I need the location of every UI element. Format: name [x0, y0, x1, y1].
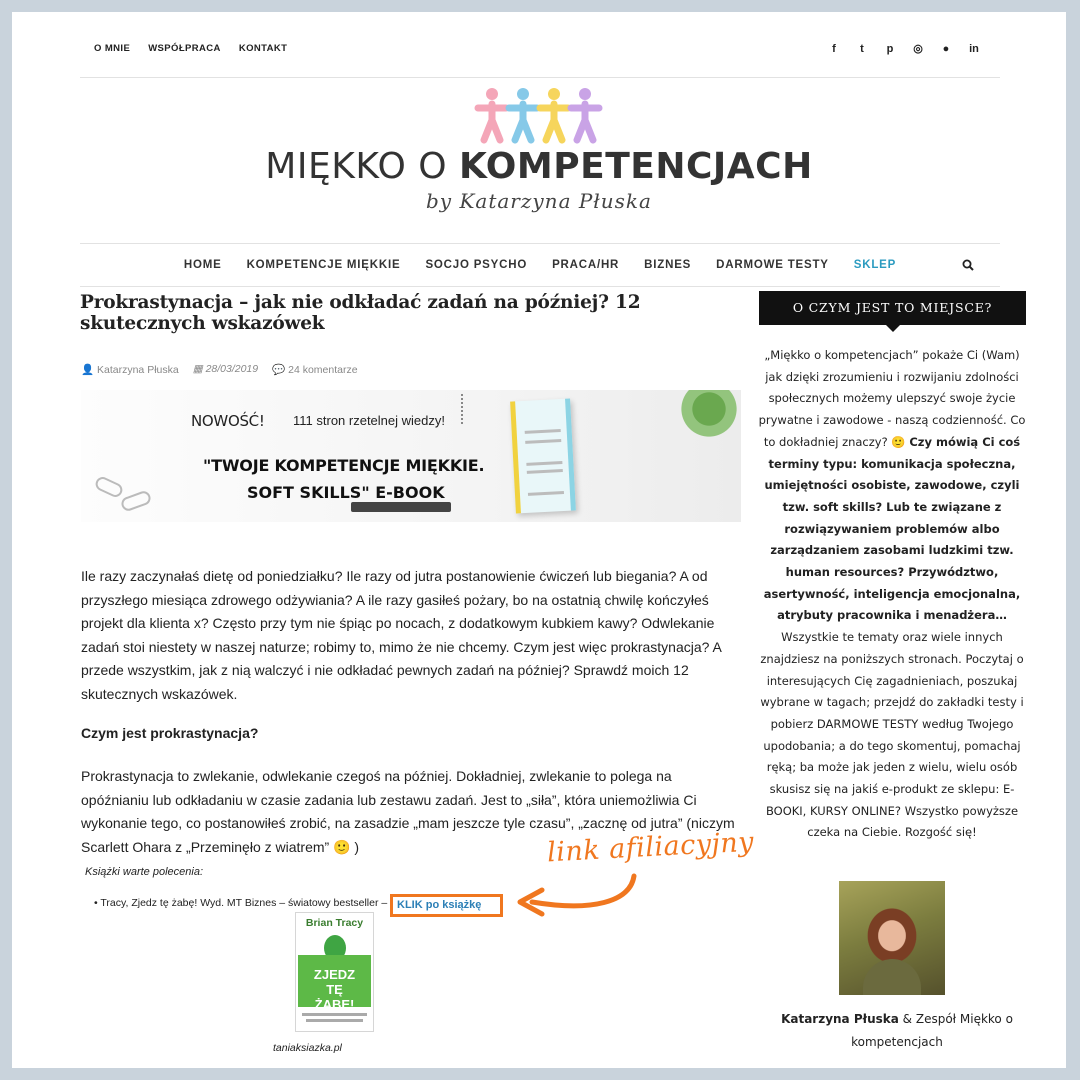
top-nav-cooperation[interactable]: WSPÓŁPRACA: [148, 43, 221, 54]
article-author[interactable]: [81, 363, 179, 376]
affiliate-link[interactable]: KLIK po książkę: [390, 894, 503, 917]
affiliate-annotation: link afiliacyjny: [546, 826, 755, 869]
facebook-icon[interactable]: f: [832, 42, 836, 55]
top-nav: [80, 43, 287, 54]
cover-author: Brian Tracy: [296, 917, 373, 929]
nav-shop[interactable]: SKLEP: [853, 259, 897, 271]
top-bar: [80, 32, 1000, 78]
article-paragraph: Prokrastynacja to zwlekanie, odwlekanie czegoś na później. Dokładniej, zwlekanie to polega na opóźnianiu lub odkładaniu w czasie zadania lub zestawu zadań. Jest to „siła”, która uniemożliwia Ci wykonanie tego, co postanowiłeś zrobić, na zasadzie „mam jeszcze tyle czasu”, „zacznę od jutra” (niczym Scarlett Ohara z „Przeminęło z wiatrem” 🙂 ): [81, 768, 735, 855]
article-intro: Ile razy zaczynałaś dietę od poniedziałku? Ile razy od jutra postanowienie ćwiczeń lub biegania? A od przyszłego miesiąca zdrowego odżywiania? A ile razy gasiłeś pożary, bo na ostatnią chwilę kończyłeś projekt dla klienta x? Często przy tym nie śpiąc po nocach, z dodatkowym kubkiem kawy? Odwlekanie zadań stoi niestety w naszej naturze; robimy to, mimo że nie chcemy. Czym jest więc prokrastynacja? A przede wszystkim, jak z nią walczyć i nie odkładać pewnych zadań na później? Sprawdź moich 12 skutecznych wskazówek.: [81, 568, 722, 702]
sidebar-text-intro: „Miękko o kompetencjach” pokaże Ci (Wam) jak dzięki zrozumieniu i rozwijaniu zdolności społecznych możemy ulepszyć swoje życie prywatne i zawodowe - naszą codzienność. Co to dokładniej znaczy? 🙂: [758, 348, 1026, 449]
plant-decoration: [681, 390, 741, 444]
sidebar-heading: O CZYM JEST TO MIEJSCE?: [759, 291, 1026, 325]
photo-shoulders: [863, 959, 921, 995]
sidebar-text-rest: Wszystkie te tematy oraz wiele innych znajdziesz na poniższych stronach. Poczytaj o interesujących Cię zagadnieniach, poszukaj wybrane w tagach; przejdź do zakładki testy i pobierz DARMOWE TESTY według Twojego upodobania; a do tego skomentuj, pomachaj ręką; ba może jak jeden z wielu, wielu osób skusisz się na jakiś e-produkt ze sklepu: E-BOOKI, KURSY ONLINE? Wszystko powyższe czeka na Ciebie. Rozgość się!: [760, 630, 1024, 840]
site-logo[interactable]: [12, 86, 1066, 213]
main-nav: [80, 243, 1000, 287]
arrow-icon: [512, 872, 642, 922]
article-author-name: Katarzyna Płuska: [97, 364, 179, 376]
ebook-banner[interactable]: [81, 390, 741, 522]
banner-new-label: NOWOŚĆ!: [191, 412, 265, 430]
book-list-item: • Tracy, Zjedz tę żabę! Wyd. MT Biznes – światowy bestseller –: [94, 897, 388, 909]
cover-text-decoration-2: [306, 1019, 363, 1022]
cover-text-decoration: [302, 1013, 367, 1016]
author-caption-name: Katarzyna Płuska: [781, 1012, 899, 1026]
linkedin-icon[interactable]: in: [969, 42, 979, 55]
article-title: Prokrastynacja – jak nie odkładać zadań na później? 12 skutecznych wskazówek: [80, 292, 641, 334]
nav-socio-psycho[interactable]: SOCJO PSYCHO: [425, 259, 528, 271]
dribbble-icon[interactable]: ●: [942, 42, 950, 55]
people-logo-icon: [474, 86, 604, 144]
section-heading: Czym jest prokrastynacja?: [81, 725, 259, 741]
author-caption: [772, 1008, 1022, 1054]
author-photo: [839, 881, 945, 995]
sidebar-about-text: [757, 345, 1027, 844]
pinterest-icon[interactable]: p: [886, 42, 894, 55]
twitter-icon[interactable]: t: [860, 42, 864, 55]
banner-pages-label: 111 stron rzetelnej wiedzy!: [293, 413, 445, 428]
nav-work-hr[interactable]: PRACA/HR: [552, 259, 620, 271]
article-meta: [81, 363, 358, 376]
instagram-icon[interactable]: ◎: [913, 43, 923, 55]
article-date: [193, 363, 258, 376]
comment-icon: 💬: [272, 364, 286, 376]
nav-business[interactable]: BIZNES: [644, 259, 692, 271]
logo-title-light: MIĘKKO O: [265, 146, 460, 187]
author-caption-rest: & Zespół Miękko o kompetencjach: [851, 1012, 1013, 1049]
nav-soft-skills[interactable]: KOMPETENCJE MIĘKKIE: [246, 259, 401, 271]
paperclip-decoration: [93, 475, 124, 500]
cover-source: taniaksiazka.pl: [273, 1042, 342, 1054]
top-nav-contact[interactable]: KONTAKT: [238, 43, 288, 54]
banner-ebook-line1: "TWOJE KOMPETENCJE MIĘKKIE.: [203, 456, 485, 475]
paperclip-decoration-2: [120, 489, 153, 512]
logo-subtitle: by Katarzyna Płuska: [426, 189, 652, 213]
article-comments[interactable]: [272, 363, 357, 376]
search-icon[interactable]: [962, 258, 974, 276]
book-cover-image[interactable]: [295, 912, 374, 1032]
books-label: Książki warte polecenia:: [85, 866, 204, 878]
article-date-value: 28/03/2019: [205, 363, 259, 375]
sidebar-text-bold: Czy mówią Ci coś terminy typu: komunikacja społeczna, umiejętności osobiste, zawodowe, czyli tzw. soft skills? Lub te związane z rozwiązywaniem problemów albo zarządzaniem zasobami ludzkimi tzw. human resources? Przywództwo, asertywność, inteligencja emocjonalna, atrybuty pracownika i menadżera…: [763, 434, 1021, 623]
top-nav-about[interactable]: O MNIE: [94, 43, 131, 54]
nav-home[interactable]: HOME: [183, 259, 222, 271]
notebook-decoration: [461, 394, 501, 424]
logo-title-bold: KOMPETENCJACH: [459, 146, 813, 187]
article-comments-count: 24 komentarze: [288, 364, 358, 376]
calendar-icon: ▦: [192, 363, 203, 375]
page: [12, 12, 1066, 1068]
social-links: [828, 42, 1000, 55]
logo-title: [12, 146, 1066, 187]
nav-free-tests[interactable]: DARMOWE TESTY: [716, 259, 829, 271]
banner-ebook-line2: SOFT SKILLS" E-BOOK: [247, 483, 445, 502]
cover-title: ZJEDZ TĘ ŻABĘ!: [298, 955, 371, 1007]
pencil-decoration: [351, 502, 451, 512]
ebook-cover-image: [510, 399, 576, 514]
user-icon: 👤: [81, 364, 95, 376]
